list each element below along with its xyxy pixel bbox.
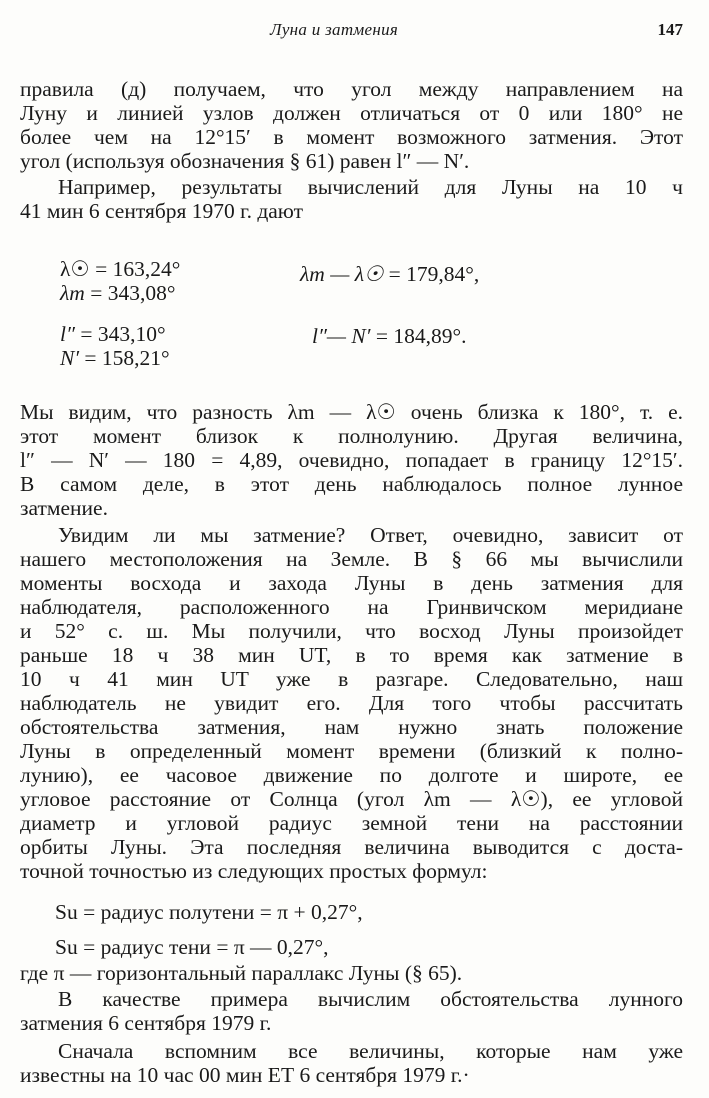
text-line: 41 мин 6 сентября 1970 г. дают: [20, 199, 303, 223]
text-line: В качестве примера вычислим обстоятельства лунного: [58, 987, 683, 1011]
text-line: затмения 6 сентября 1979 г.: [20, 1011, 272, 1035]
value-label: λm: [60, 281, 85, 305]
text-line: Луну и линией узлов должен отличаться от 0 или 180° не: [20, 101, 683, 125]
value-N: [60, 346, 170, 370]
page-number: 147: [657, 20, 683, 39]
text-line: и 52° с. ш. Мы получили, что восход Луны произойдет: [20, 619, 683, 643]
running-head: [0, 20, 709, 46]
text-line: лунию), ее часовое движение по долготе и широте, ее: [20, 763, 683, 787]
value-lambda-sun: [60, 257, 180, 281]
value-number: = 343,10°: [80, 322, 166, 346]
value-number: = 158,21°: [84, 346, 170, 370]
value-number: = 179,84°,: [388, 262, 480, 286]
text-line: угловое расстояние от Солнца (угол λm — λ☉), ее угловой: [20, 787, 683, 811]
text-line: обстоятельства затмения, нам нужно знать положение: [20, 715, 683, 739]
value-l2-minus-N: [312, 324, 466, 348]
text-line: раньше 18 ч 38 мин UT, в то время как затмение в: [20, 643, 683, 667]
text-line: Сначала вспомним все величины, которые нам уже: [58, 1039, 683, 1063]
text-line: 10 ч 41 мин UT уже в разгаре. Следовательно, наш: [20, 667, 683, 691]
text-line: орбиты Луны. Эта последняя величина выводится с доста-: [20, 835, 683, 859]
text-line: где π — горизонтальный параллакс Луны (§ 65).: [20, 961, 463, 985]
text-line: затмение.: [20, 496, 108, 520]
value-label: λ☉: [60, 257, 90, 281]
value-label: N′: [60, 346, 80, 370]
value-lambda-m: [60, 281, 175, 305]
value-number: = 163,24°: [95, 257, 181, 281]
value-l2: [60, 322, 166, 346]
text-line: наблюдатель не увидит его. Для того чтобы рассчитать: [20, 691, 683, 715]
text-line: известны на 10 час 00 мин ЕТ 6 сентября 1979 г.·: [20, 1063, 470, 1087]
text-line: Мы видим, что разность λm — λ☉ очень близка к 180°, т. е.: [20, 400, 683, 424]
text-line: моменты восхода и захода Луны в день затмения для: [20, 571, 683, 595]
text-line: этот момент близок к полнолунию. Другая величина,: [20, 424, 683, 448]
text-line: точной точностью из следующих простых формул:: [20, 859, 488, 883]
text-line: более чем на 12°15′ в момент возможного затмения. Этот: [20, 125, 683, 149]
value-label: l″: [60, 322, 75, 346]
text-line: наблюдателя, расположенного на Гринвичском меридиане: [20, 595, 683, 619]
value-label: λm — λ☉: [300, 262, 384, 286]
text-line: диаметр и угловой радиус земной тени на расстоянии: [20, 811, 683, 835]
text-line: В самом деле, в этот день наблюдалось полное лунное: [20, 472, 683, 496]
text-line: Луны в определенный момент времени (близкий к полно-: [20, 739, 683, 763]
text-line: нашего местоположения на Земле. В § 66 мы вычислили: [20, 547, 683, 571]
text-line: l″ — N′ — 180 = 4,89, очевидно, попадает в границу 12°15′.: [20, 448, 683, 472]
value-label: l″— N′: [312, 324, 371, 348]
value-diff: [300, 262, 479, 286]
value-number: = 343,08°: [90, 281, 176, 305]
text-line: угол (используя обозначения § 61) равен l″ — N′.: [20, 149, 470, 173]
text-line: Увидим ли мы затмение? Ответ, очевидно, зависит от: [58, 523, 683, 547]
running-title: Луна и затмения: [270, 20, 399, 39]
formula-umbra-radius: Su = радиус тени = π — 0,27°,: [55, 935, 329, 959]
formula-penumbra-radius: Su = радиус полутени = π + 0,27°,: [55, 900, 363, 924]
text-line: Например, результаты вычислений для Луны на 10 ч: [58, 175, 683, 199]
value-number: = 184,89°.: [375, 324, 467, 348]
text-line: правила (д) получаем, что угол между направлением на: [20, 77, 683, 101]
